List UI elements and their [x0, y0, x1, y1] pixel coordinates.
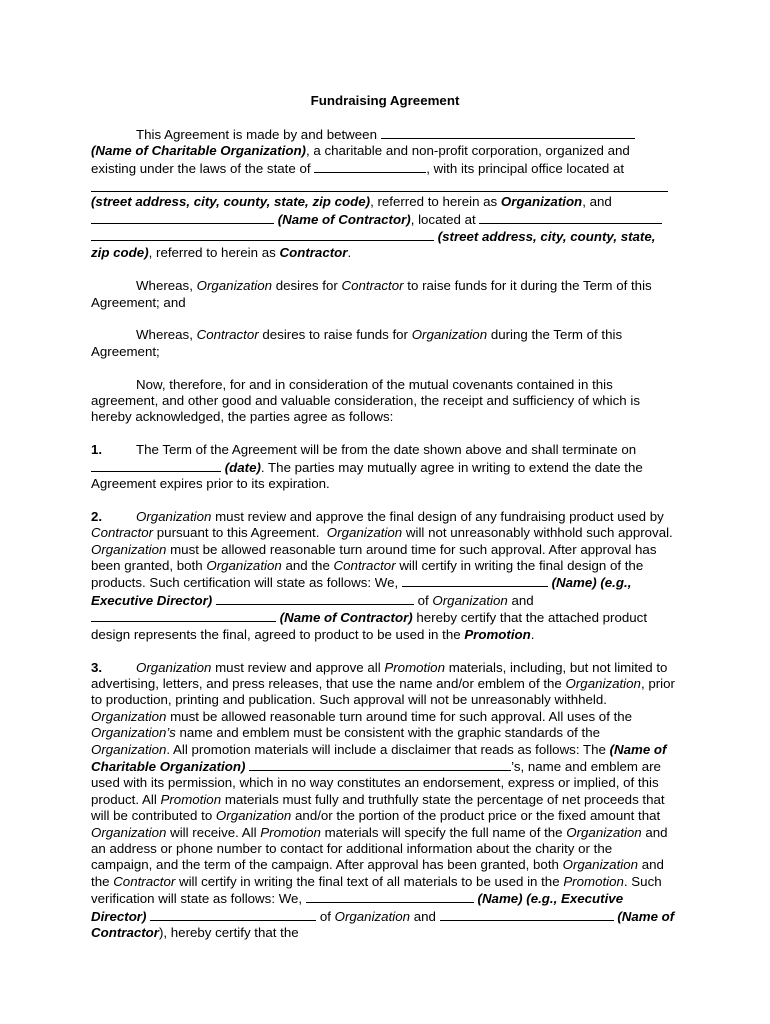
- whereas-paragraph-1: [91, 278, 675, 311]
- whereas-text: Whereas,: [136, 327, 193, 343]
- section-text: and the: [285, 558, 330, 574]
- whereas-text: desires to raise funds for: [262, 327, 408, 343]
- promotion-term: Promotion: [563, 873, 624, 889]
- section-text: must review and approve all: [215, 659, 381, 675]
- section-text: hereby certify that the attached product design represents the final, agreed to product to be used in the: [91, 610, 648, 642]
- section-2: [91, 509, 675, 643]
- address-blank-line: [91, 177, 668, 192]
- organization-term: Organization: [326, 525, 403, 541]
- contractor-name-label: (Name of Contractor): [279, 610, 413, 626]
- organization-term: Organization: [334, 908, 411, 924]
- signer-name-blank: [306, 890, 474, 903]
- state-blank: [314, 160, 426, 173]
- whereas-text: Whereas,: [136, 278, 193, 294]
- contractor-term: Contractor: [333, 558, 396, 574]
- section-number: 2.: [91, 508, 103, 524]
- signer-org-blank: [150, 908, 316, 921]
- section-text: ), hereby certify that the: [158, 925, 299, 940]
- signer-name-label: (Name) (e.g., Executive Director): [91, 891, 624, 924]
- organization-term: Organization: [215, 808, 292, 824]
- intro-text: .: [347, 245, 352, 261]
- whereas-paragraph-2: [91, 327, 675, 360]
- organization-term: Organization: [411, 327, 488, 343]
- intro-text: , with its principal office located at: [426, 160, 625, 176]
- section-text: materials, including, but not limited to advertising, letters, and press releases, that use the name and/or emblem of the: [91, 659, 668, 691]
- section-number: 3.: [91, 659, 103, 675]
- section-text: will certify in writing the final design of the products. Such certification will state as follows: We,: [91, 558, 644, 591]
- charity-name-label: (Name of Charitable Organization): [91, 143, 306, 159]
- organization-term: Organization: [206, 558, 282, 574]
- whereas-text: during the Term of this Agreement;: [91, 327, 623, 359]
- section-3: [91, 660, 675, 942]
- organization-term: Organization: [562, 857, 639, 873]
- document-body: [91, 126, 675, 958]
- whereas-text: to raise funds for it during the Term of this Agreement; and: [91, 278, 652, 310]
- section-1: [91, 442, 675, 492]
- organization-term: Organization: [91, 708, 167, 724]
- contractor-term: Contractor: [113, 873, 176, 889]
- organization-term: Organization: [432, 592, 508, 608]
- whereas-text: desires for: [275, 278, 338, 294]
- section-text: . All promotion materials will include a disclaimer that reads as follows: The: [166, 741, 606, 757]
- document-title: Fundraising Agreement: [310, 93, 460, 108]
- section-text: name and emblem must be consistent with the graphic standards of the: [179, 725, 601, 741]
- section-text: must be allowed reasonable turn around time for such approval. All uses of the: [170, 708, 633, 724]
- section-text: and/or the portion of the product price or the fixed amount that: [295, 808, 661, 824]
- contractor-name-label: (Name of Contractor: [91, 908, 675, 940]
- organization-term: Organization: [91, 824, 167, 840]
- contractor-signer-blank: [91, 609, 276, 622]
- date-label: (date): [224, 459, 261, 475]
- organization-term: Organization’s: [91, 725, 176, 741]
- contractor-name-label: (Name of Contractor): [277, 211, 411, 227]
- signer-name-blank: [402, 574, 548, 587]
- contractor-signer-blank: [440, 908, 614, 921]
- contractor-term: Contractor: [196, 327, 259, 343]
- intro-text: , referred to herein as: [148, 245, 276, 261]
- organization-term: Organization: [136, 508, 212, 524]
- charity-name-blank: [381, 126, 635, 139]
- organization-term: Organization: [566, 824, 642, 840]
- section-text: and an address or phone number to contact for additional information about the charity or the campaign, and the term of the campaign. After approval has been granted, both: [91, 824, 668, 873]
- intro-text: This Agreement is made by and between: [136, 127, 377, 142]
- section-text: ’s, name and emblem are used with its permission, which in no way constitutes an endorsement, express or implied, of this product. All: [91, 758, 661, 807]
- charity-name-label: (Name of Charitable Organization): [91, 741, 667, 774]
- section-text: will receive. All: [170, 824, 257, 840]
- section-text: . Such verification will state as follows: We,: [91, 873, 662, 907]
- promotion-term: Promotion: [384, 659, 445, 675]
- contractor-term: Contractor: [341, 278, 404, 294]
- signer-name-label: (Name) (e.g., Executive Director): [91, 575, 632, 608]
- organization-term: Organization: [136, 659, 212, 675]
- section-text: of: [417, 592, 429, 608]
- section-text: and the: [91, 857, 664, 889]
- section-text: .: [530, 626, 535, 642]
- now-therefore-text: Now, therefore, for and in consideration of the mutual covenants contained in this agreement, and other good and valuable consideration, the receipt and sufficiency of which is hereby acknowledged, the parties agree as follows:: [91, 376, 640, 425]
- section-text: and: [511, 592, 534, 608]
- date-blank: [91, 459, 221, 472]
- contractor-term: Contractor: [91, 525, 154, 541]
- intro-paragraph: [91, 126, 675, 262]
- intro-text: , a charitable and non-profit corporation, organized and existing under the laws of the state of: [91, 143, 630, 176]
- section-text: , prior to production, printing and publication. Such approval will not be unreasonably withheld.: [91, 675, 675, 708]
- signer-org-blank: [216, 592, 414, 605]
- intro-text: , located at: [410, 211, 476, 227]
- section-text: and: [413, 908, 436, 924]
- section-text: The Term of the Agreement will be from the date shown above and shall terminate on: [136, 442, 637, 458]
- section-text: pursuant to this Agreement.: [156, 525, 320, 541]
- section-number: 1.: [91, 442, 103, 458]
- section-text: must review and approve the final design of any fundraising product used by: [215, 508, 664, 524]
- organization-term: Organization: [91, 741, 167, 757]
- address-label: (street address, city, county, state, zip code): [91, 194, 371, 210]
- contractor-name-blank: [91, 211, 274, 224]
- contractor-address-blank: [479, 211, 662, 224]
- disclaimer-charity-blank: [249, 758, 511, 771]
- organization-term: Organization: [565, 675, 641, 691]
- section-text: of: [319, 908, 331, 924]
- contractor-address-blank-2: [91, 228, 434, 241]
- promotion-term: Promotion: [260, 824, 321, 840]
- section-text: will certify in writing the final text of all materials to be used in the: [178, 873, 560, 889]
- section-text: must be allowed reasonable turn around time for such approval. After approval has been granted, both: [91, 541, 657, 574]
- intro-text: , referred to herein as: [370, 194, 498, 210]
- intro-text: , and: [582, 194, 612, 210]
- promotion-term: Promotion: [160, 791, 222, 807]
- now-therefore-paragraph: [91, 377, 675, 426]
- contractor-address-label: (street address, city, county, state, zip code): [91, 229, 656, 261]
- promotion-term: Promotion: [464, 626, 531, 642]
- section-text: materials must fully and truthfully state the percentage of net proceeds that will be contributed to: [91, 791, 665, 824]
- section-text: materials will specify the full name of the: [324, 824, 563, 840]
- section-text: will not unreasonably withhold such approval.: [405, 525, 673, 541]
- section-text: . The parties may mutually agree in writing to extend the date the Agreement expires prior to its expiration.: [91, 459, 643, 492]
- contractor-term: Contractor: [279, 245, 348, 261]
- organization-term: Organization: [500, 194, 583, 210]
- organization-term: Organization: [196, 278, 273, 294]
- organization-term: Organization: [91, 541, 167, 557]
